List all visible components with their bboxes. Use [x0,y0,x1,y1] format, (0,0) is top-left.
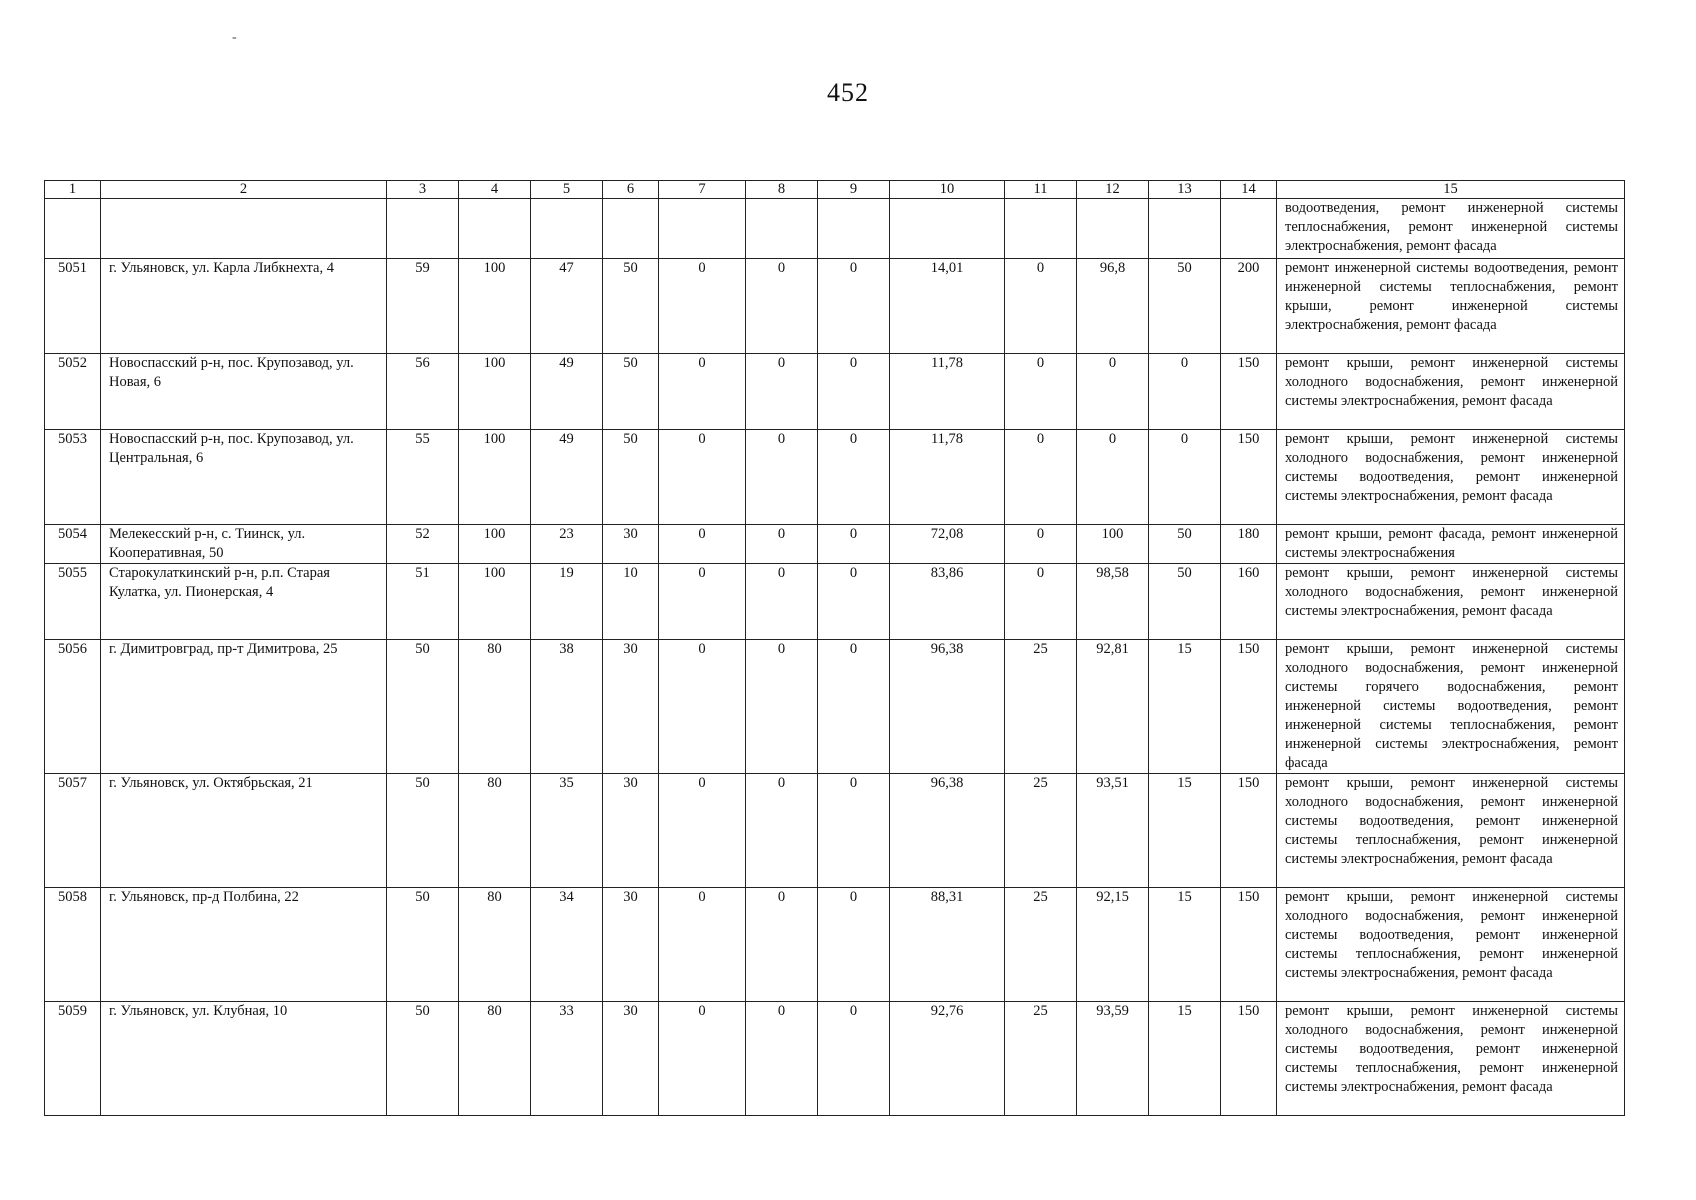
header-cell-9: 9 [818,181,890,199]
value-cell-c8: 0 [746,564,818,640]
header-cell-5: 5 [531,181,603,199]
value-cell-c7: 0 [659,525,746,564]
table-row [45,1002,1625,1116]
cell-col1 [45,199,101,259]
value-cell-c4: 80 [459,774,531,888]
value-cell-c6: 10 [603,564,659,640]
header-cell-4: 4 [459,181,531,199]
value-cell-c3: 59 [387,259,459,354]
value-cell-c3: 50 [387,774,459,888]
value-cell-c4: 80 [459,1002,531,1116]
value-cell-c10: 96,38 [890,774,1005,888]
value-cell-c3: 50 [387,640,459,774]
value-cell-c8: 0 [746,774,818,888]
value-cell-c11: 25 [1005,1002,1077,1116]
value-cell-c4: 100 [459,430,531,525]
value-cell-c10: 14,01 [890,259,1005,354]
table-row [45,259,1625,354]
cell-col5 [531,199,603,259]
table-row [45,774,1625,888]
table-row [45,430,1625,525]
cell-col12 [1077,199,1149,259]
value-cell-c3: 51 [387,564,459,640]
row-number: 5053 [45,430,101,525]
works-cell: ремонт крыши, ремонт инженерной системы холодного водоснабжения, ремонт инженерной системы водоотведения, ремонт инженерной системы теплоснабжения, ремонт инженерной системы электроснабжения, ремонт фасада [1277,888,1625,1002]
value-cell-c12: 98,58 [1077,564,1149,640]
address-cell: г. Ульяновск, ул. Карла Либкнехта, 4 [101,259,387,354]
value-cell-c10: 11,78 [890,354,1005,430]
value-cell-c11: 0 [1005,430,1077,525]
header-cell-13: 13 [1149,181,1221,199]
address-cell: г. Ульяновск, ул. Октябрьская, 21 [101,774,387,888]
row-number: 5052 [45,354,101,430]
works-cell: ремонт крыши, ремонт инженерной системы холодного водоснабжения, ремонт инженерной системы водоотведения, ремонт инженерной системы электроснабжения, ремонт фасада [1277,430,1625,525]
repair-table [44,180,1625,1116]
value-cell-c6: 30 [603,774,659,888]
value-cell-c3: 50 [387,1002,459,1116]
value-cell-c14: 160 [1221,564,1277,640]
header-cell-10: 10 [890,181,1005,199]
row-number: 5055 [45,564,101,640]
table-row [45,354,1625,430]
value-cell-c4: 100 [459,259,531,354]
value-cell-c7: 0 [659,1002,746,1116]
row-number: 5051 [45,259,101,354]
value-cell-c5: 33 [531,1002,603,1116]
value-cell-c8: 0 [746,888,818,1002]
value-cell-c7: 0 [659,430,746,525]
address-cell: Новоспасский р-н, пос. Крупозавод, ул. Центральная, 6 [101,430,387,525]
cell-col7 [659,199,746,259]
address-cell: Старокулаткинский р-н, р.п. Старая Кулатка, ул. Пионерская, 4 [101,564,387,640]
value-cell-c12: 92,81 [1077,640,1149,774]
address-cell: г. Ульяновск, ул. Клубная, 10 [101,1002,387,1116]
value-cell-c9: 0 [818,564,890,640]
value-cell-c9: 0 [818,1002,890,1116]
top-mark: - [232,30,237,45]
value-cell-c14: 150 [1221,774,1277,888]
value-cell-c5: 49 [531,430,603,525]
header-cell-15: 15 [1277,181,1625,199]
value-cell-c12: 93,59 [1077,1002,1149,1116]
value-cell-c10: 92,76 [890,1002,1005,1116]
works-cell: ремонт крыши, ремонт инженерной системы холодного водоснабжения, ремонт инженерной системы электроснабжения, ремонт фасада [1277,354,1625,430]
address-cell: Новоспасский р-н, пос. Крупозавод, ул. Новая, 6 [101,354,387,430]
works-cell: ремонт крыши, ремонт инженерной системы холодного водоснабжения, ремонт инженерной системы водоотведения, ремонт инженерной системы теплоснабжения, ремонт инженерной системы электроснабжения, ремонт фасада [1277,1002,1625,1116]
value-cell-c5: 19 [531,564,603,640]
value-cell-c14: 180 [1221,525,1277,564]
value-cell-c4: 80 [459,888,531,1002]
value-cell-c8: 0 [746,1002,818,1116]
value-cell-c4: 80 [459,640,531,774]
cell-col13 [1149,199,1221,259]
value-cell-c8: 0 [746,259,818,354]
value-cell-c11: 0 [1005,525,1077,564]
works-cell: ремонт крыши, ремонт инженерной системы холодного водоснабжения, ремонт инженерной системы водоотведения, ремонт инженерной системы теплоснабжения, ремонт инженерной системы электроснабжения, ремонт фасада [1277,774,1625,888]
value-cell-c13: 0 [1149,430,1221,525]
value-cell-c5: 34 [531,888,603,1002]
value-cell-c8: 0 [746,525,818,564]
value-cell-c6: 30 [603,640,659,774]
value-cell-c8: 0 [746,354,818,430]
row-number: 5058 [45,888,101,1002]
value-cell-c7: 0 [659,354,746,430]
value-cell-c9: 0 [818,430,890,525]
value-cell-c13: 0 [1149,354,1221,430]
cell-col11 [1005,199,1077,259]
value-cell-c5: 35 [531,774,603,888]
row-number: 5054 [45,525,101,564]
value-cell-c4: 100 [459,525,531,564]
value-cell-c4: 100 [459,354,531,430]
value-cell-c6: 50 [603,430,659,525]
value-cell-c4: 100 [459,564,531,640]
value-cell-c13: 50 [1149,259,1221,354]
cell-col10 [890,199,1005,259]
works-cell: ремонт инженерной системы водоотведения, ремонт инженерной системы теплоснабжения, ремонт крыши, ремонт инженерной системы электроснабжения, ремонт фасада [1277,259,1625,354]
table-row [45,888,1625,1002]
value-cell-c10: 96,38 [890,640,1005,774]
value-cell-c6: 30 [603,525,659,564]
value-cell-c7: 0 [659,564,746,640]
cell-works: водоотведения, ремонт инженерной системы теплоснабжения, ремонт инженерной системы электроснабжения, ремонт фасада [1277,199,1625,259]
value-cell-c11: 0 [1005,564,1077,640]
value-cell-c10: 88,31 [890,888,1005,1002]
value-cell-c9: 0 [818,774,890,888]
value-cell-c11: 25 [1005,640,1077,774]
row-number: 5057 [45,774,101,888]
value-cell-c12: 92,15 [1077,888,1149,1002]
value-cell-c12: 0 [1077,354,1149,430]
cell-col6 [603,199,659,259]
value-cell-c11: 0 [1005,259,1077,354]
value-cell-c6: 50 [603,259,659,354]
address-cell: Мелекесский р-н, с. Тиинск, ул. Кооперативная, 50 [101,525,387,564]
value-cell-c9: 0 [818,888,890,1002]
value-cell-c10: 11,78 [890,430,1005,525]
address-cell: г. Ульяновск, пр-д Полбина, 22 [101,888,387,1002]
row-number: 5056 [45,640,101,774]
value-cell-c7: 0 [659,640,746,774]
value-cell-c14: 150 [1221,354,1277,430]
cell-col4 [459,199,531,259]
value-cell-c12: 100 [1077,525,1149,564]
value-cell-c6: 30 [603,1002,659,1116]
value-cell-c12: 0 [1077,430,1149,525]
value-cell-c7: 0 [659,888,746,1002]
value-cell-c3: 55 [387,430,459,525]
header-cell-1: 1 [45,181,101,199]
value-cell-c12: 93,51 [1077,774,1149,888]
value-cell-c8: 0 [746,430,818,525]
value-cell-c12: 96,8 [1077,259,1149,354]
table-row [45,640,1625,774]
header-cell-14: 14 [1221,181,1277,199]
value-cell-c13: 15 [1149,888,1221,1002]
value-cell-c9: 0 [818,354,890,430]
value-cell-c11: 0 [1005,354,1077,430]
value-cell-c11: 25 [1005,774,1077,888]
value-cell-c9: 0 [818,525,890,564]
works-cell: ремонт крыши, ремонт инженерной системы холодного водоснабжения, ремонт инженерной системы электроснабжения, ремонт фасада [1277,564,1625,640]
value-cell-c14: 150 [1221,1002,1277,1116]
value-cell-c9: 0 [818,259,890,354]
address-cell: г. Димитровград, пр-т Димитрова, 25 [101,640,387,774]
cell-col9 [818,199,890,259]
table-row [45,564,1625,640]
row-number: 5059 [45,1002,101,1116]
header-cell-12: 12 [1077,181,1149,199]
header-cell-8: 8 [746,181,818,199]
value-cell-c3: 50 [387,888,459,1002]
value-cell-c9: 0 [818,640,890,774]
cell-col3 [387,199,459,259]
value-cell-c10: 72,08 [890,525,1005,564]
value-cell-c7: 0 [659,259,746,354]
cell-col2 [101,199,387,259]
cell-col8 [746,199,818,259]
value-cell-c13: 15 [1149,774,1221,888]
value-cell-c14: 200 [1221,259,1277,354]
table-row [45,525,1625,564]
value-cell-c3: 52 [387,525,459,564]
cell-col14 [1221,199,1277,259]
value-cell-c10: 83,86 [890,564,1005,640]
header-cell-7: 7 [659,181,746,199]
header-cell-2: 2 [101,181,387,199]
value-cell-c13: 50 [1149,564,1221,640]
value-cell-c11: 25 [1005,888,1077,1002]
value-cell-c5: 47 [531,259,603,354]
value-cell-c13: 15 [1149,1002,1221,1116]
page-number: 452 [827,78,869,107]
continuation-row [45,199,1625,259]
works-cell: ремонт крыши, ремонт фасада, ремонт инженерной системы электроснабжения [1277,525,1625,564]
value-cell-c13: 15 [1149,640,1221,774]
works-cell: ремонт крыши, ремонт инженерной системы холодного водоснабжения, ремонт инженерной системы горячего водоснабжения, ремонт инженерной системы водоотведения, ремонт инженерной системы теплоснабжения, ремонт инженерной системы электроснабжения, ремонт фасада [1277,640,1625,774]
value-cell-c5: 23 [531,525,603,564]
value-cell-c14: 150 [1221,430,1277,525]
header-cell-3: 3 [387,181,459,199]
value-cell-c5: 49 [531,354,603,430]
value-cell-c3: 56 [387,354,459,430]
header-cell-6: 6 [603,181,659,199]
value-cell-c5: 38 [531,640,603,774]
header-row [45,181,1625,199]
value-cell-c13: 50 [1149,525,1221,564]
value-cell-c14: 150 [1221,640,1277,774]
header-cell-11: 11 [1005,181,1077,199]
value-cell-c6: 50 [603,354,659,430]
value-cell-c6: 30 [603,888,659,1002]
value-cell-c8: 0 [746,640,818,774]
value-cell-c14: 150 [1221,888,1277,1002]
value-cell-c7: 0 [659,774,746,888]
